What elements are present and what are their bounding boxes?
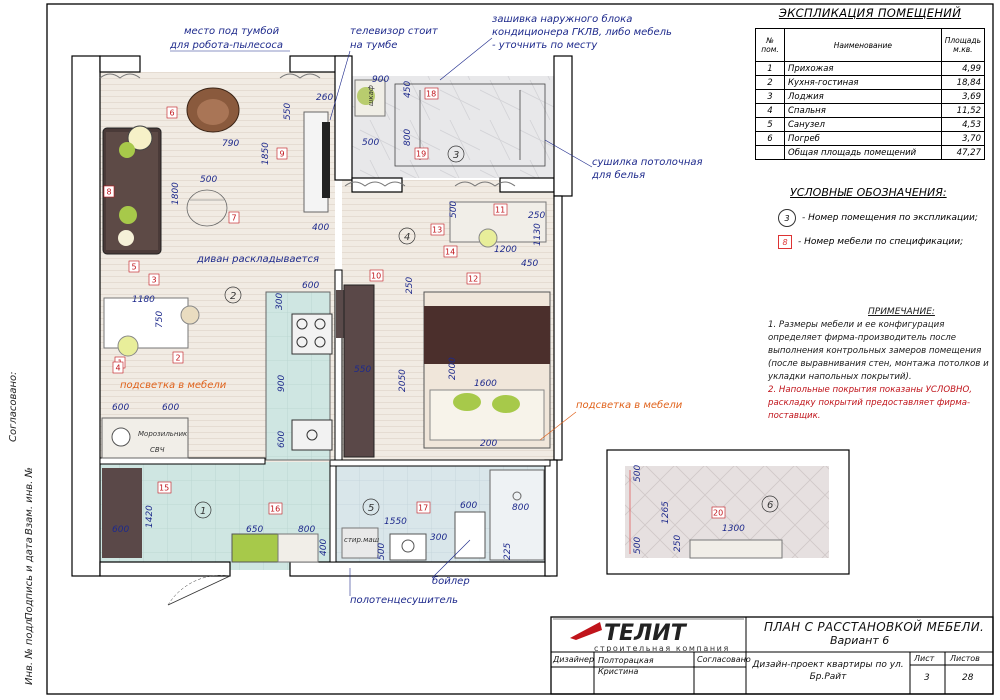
designer-label: Дизайнер: [553, 655, 595, 664]
annotation-dryer: сушилка потолочная: [592, 157, 703, 168]
dim: 500: [200, 175, 218, 185]
note-item: 1. Размеры мебели и ее конфигурация определяет фирма-производитель после выполнения контрольных замеров помещения (после выравнивания стен, монтажа потолков и укладки напольных покрытий).: [768, 320, 989, 382]
side-col: Подпись и дата: [24, 537, 35, 620]
svg-text:3: 3: [453, 150, 460, 161]
annotation-light-1: подсветка в мебели: [120, 380, 227, 391]
designer-name: Полторацкая Кристина: [598, 656, 654, 676]
dim: 250: [528, 211, 546, 221]
side-agreed: Согласовано:: [8, 371, 19, 442]
washer-label: стир.маш: [344, 536, 380, 544]
svg-text:16: 16: [270, 504, 281, 514]
dim: 550: [354, 365, 372, 375]
sheet-number: 3: [924, 673, 930, 683]
svg-text:20: 20: [713, 508, 724, 518]
svg-text:3: 3: [151, 275, 157, 285]
svg-text:ТЕЛИТ: ТЕЛИТ: [604, 621, 686, 646]
svg-text:7: 7: [231, 213, 237, 223]
svg-text:13: 13: [432, 225, 443, 235]
svg-text:14: 14: [445, 247, 456, 257]
svg-text:6: 6: [767, 500, 774, 511]
plan-variant: Вариант 6: [830, 634, 890, 647]
explication-table: [755, 28, 985, 160]
legend: [760, 186, 990, 249]
sheets-number: 28: [962, 673, 974, 683]
dim: 2050: [398, 369, 408, 392]
shelf-label: шкаф: [367, 85, 375, 106]
annotation-tv: телевизор стоит: [350, 26, 438, 37]
logo: [570, 621, 730, 653]
dim: 1600: [474, 379, 497, 389]
table-row: 6 Погреб 3,70: [756, 132, 985, 146]
table-row: 4 Спальня 11,52: [756, 104, 985, 118]
dim: 500: [362, 138, 380, 148]
table-row: 5 Санузел 4,53: [756, 118, 985, 132]
dining-table: [104, 298, 188, 348]
dim: 1550: [384, 517, 407, 527]
dim: 800: [512, 503, 530, 513]
annotation-boiler: бойлер: [432, 576, 470, 587]
dim: 600: [162, 403, 180, 413]
dim: 300: [430, 533, 448, 543]
col-header: Наименование: [785, 29, 942, 62]
svg-text:8: 8: [106, 187, 112, 197]
legend-room: 3 - Номер помещения по экспликации;: [778, 209, 990, 227]
note: [768, 306, 990, 423]
svg-text:2: 2: [230, 291, 237, 302]
annotation-tv: на тумбе: [350, 40, 398, 51]
sheet-label: Лист: [914, 654, 935, 663]
explication-title: ЭКСПЛИКАЦИЯ ПОМЕЩЕНИЙ: [778, 6, 962, 20]
dim: 500: [449, 200, 459, 218]
dim: 1265: [661, 501, 671, 524]
annotation-sofa: диван раскладывается: [197, 254, 320, 265]
dim: 200: [480, 439, 498, 449]
dim: 1420: [145, 505, 155, 528]
svg-text:19: 19: [416, 149, 427, 159]
annotation-ac: зашивка наружного блока: [492, 14, 633, 25]
dim: 800: [403, 128, 413, 146]
note-item: 2. Напольные покрытия показаны УСЛОВНО, раскладку покрытий предоставляет фирма-поставщик.: [768, 385, 972, 421]
legend-furniture: 8 - Номер мебели по спецификации;: [778, 235, 990, 249]
annotation-ac: кондиционера ГКЛВ, либо мебель: [492, 27, 672, 38]
dim: 1300: [722, 524, 745, 534]
svg-text:18: 18: [426, 89, 437, 99]
col-header: Площадь м.кв.: [941, 29, 984, 62]
annotation-towel: полотенцесушитель: [350, 595, 458, 606]
dim: 1130: [533, 223, 543, 246]
svg-text:строительная компания: строительная компания: [594, 644, 730, 653]
dim: 1200: [494, 245, 517, 255]
dim: 550: [283, 102, 293, 120]
dim: 600: [112, 403, 130, 413]
dim: 900: [372, 75, 390, 85]
svg-text:2: 2: [175, 353, 181, 363]
total-row: Общая площадь помещений 47,27: [756, 146, 985, 160]
table-row: 2 Кухня-гостиная 18,84: [756, 76, 985, 90]
svg-text:5: 5: [368, 503, 375, 514]
dim: 650: [246, 525, 264, 535]
dim: 250: [405, 276, 415, 294]
hall-wardrobe: [102, 468, 142, 558]
svg-text:15: 15: [159, 483, 170, 493]
svg-text:4: 4: [115, 363, 121, 373]
svg-text:1: 1: [200, 506, 207, 517]
dim: 500: [633, 464, 643, 482]
svg-text:17: 17: [418, 503, 429, 513]
svg-text:5: 5: [131, 262, 137, 272]
dim: 500: [633, 536, 643, 554]
plan-title: ПЛАН С РАССТАНОВКОЙ МЕБЕЛИ.: [764, 620, 985, 634]
dim: 600: [460, 501, 478, 511]
dim: 750: [155, 310, 165, 328]
dim: 450: [521, 259, 539, 269]
dim: 600: [302, 281, 320, 291]
fridge-label: Морозильник: [138, 430, 188, 438]
svg-text:9: 9: [279, 149, 285, 159]
dim: 900: [277, 374, 287, 392]
room-symbol: 3: [778, 209, 796, 227]
note-title: ПРИМЕЧАНИЕ:: [868, 307, 935, 317]
micro-label: СВЧ: [150, 446, 165, 454]
cellar-plan: [607, 450, 849, 574]
furniture-symbol: 8: [778, 235, 792, 249]
dim: 790: [222, 139, 240, 149]
dim: 250: [673, 534, 683, 552]
dim: 800: [298, 525, 316, 535]
dim: 600: [112, 525, 130, 535]
svg-text:12: 12: [468, 274, 479, 284]
dim: 450: [403, 80, 413, 98]
dim: 400: [319, 538, 329, 556]
annotation-robot: для робота-пылесоса: [170, 40, 284, 51]
sheets-label: Листов: [950, 654, 980, 663]
annotation-light-2: подсветка в мебели: [576, 400, 683, 411]
dim: 1800: [171, 182, 181, 205]
dim: 500: [377, 542, 387, 560]
table-row: 3 Лоджия 3,69: [756, 90, 985, 104]
annotation-robot: место под тумбой: [184, 26, 280, 37]
dim: 1180: [132, 295, 155, 305]
dim: 225: [503, 542, 513, 560]
side-strip: [0, 330, 48, 690]
dim: 300: [275, 292, 285, 310]
table-row: 1 Прихожая 4,99: [756, 62, 985, 76]
side-col: Взам. инв. №: [24, 467, 35, 535]
annotation-dryer: для белья: [592, 170, 646, 181]
dim: 1850: [261, 142, 271, 165]
project-name: Дизайн-проект квартиры по ул. Бр.Райт: [752, 660, 904, 682]
dim: 400: [312, 223, 330, 233]
svg-text:4: 4: [404, 232, 411, 243]
dim: 2000: [448, 357, 458, 380]
svg-text:11: 11: [495, 205, 506, 215]
col-header: № пом.: [756, 29, 785, 62]
explication: [755, 6, 985, 160]
svg-text:6: 6: [169, 108, 175, 118]
dim: 260: [316, 93, 334, 103]
dim: 600: [277, 430, 287, 448]
agreed-label: Согласовано: [697, 655, 751, 664]
side-col: Инв. № подл.: [24, 616, 35, 685]
annotation-ac: - уточнить по месту: [492, 40, 598, 51]
svg-text:10: 10: [371, 271, 382, 281]
legend-title: УСЛОВНЫЕ ОБОЗНАЧЕНИЯ:: [790, 186, 947, 199]
